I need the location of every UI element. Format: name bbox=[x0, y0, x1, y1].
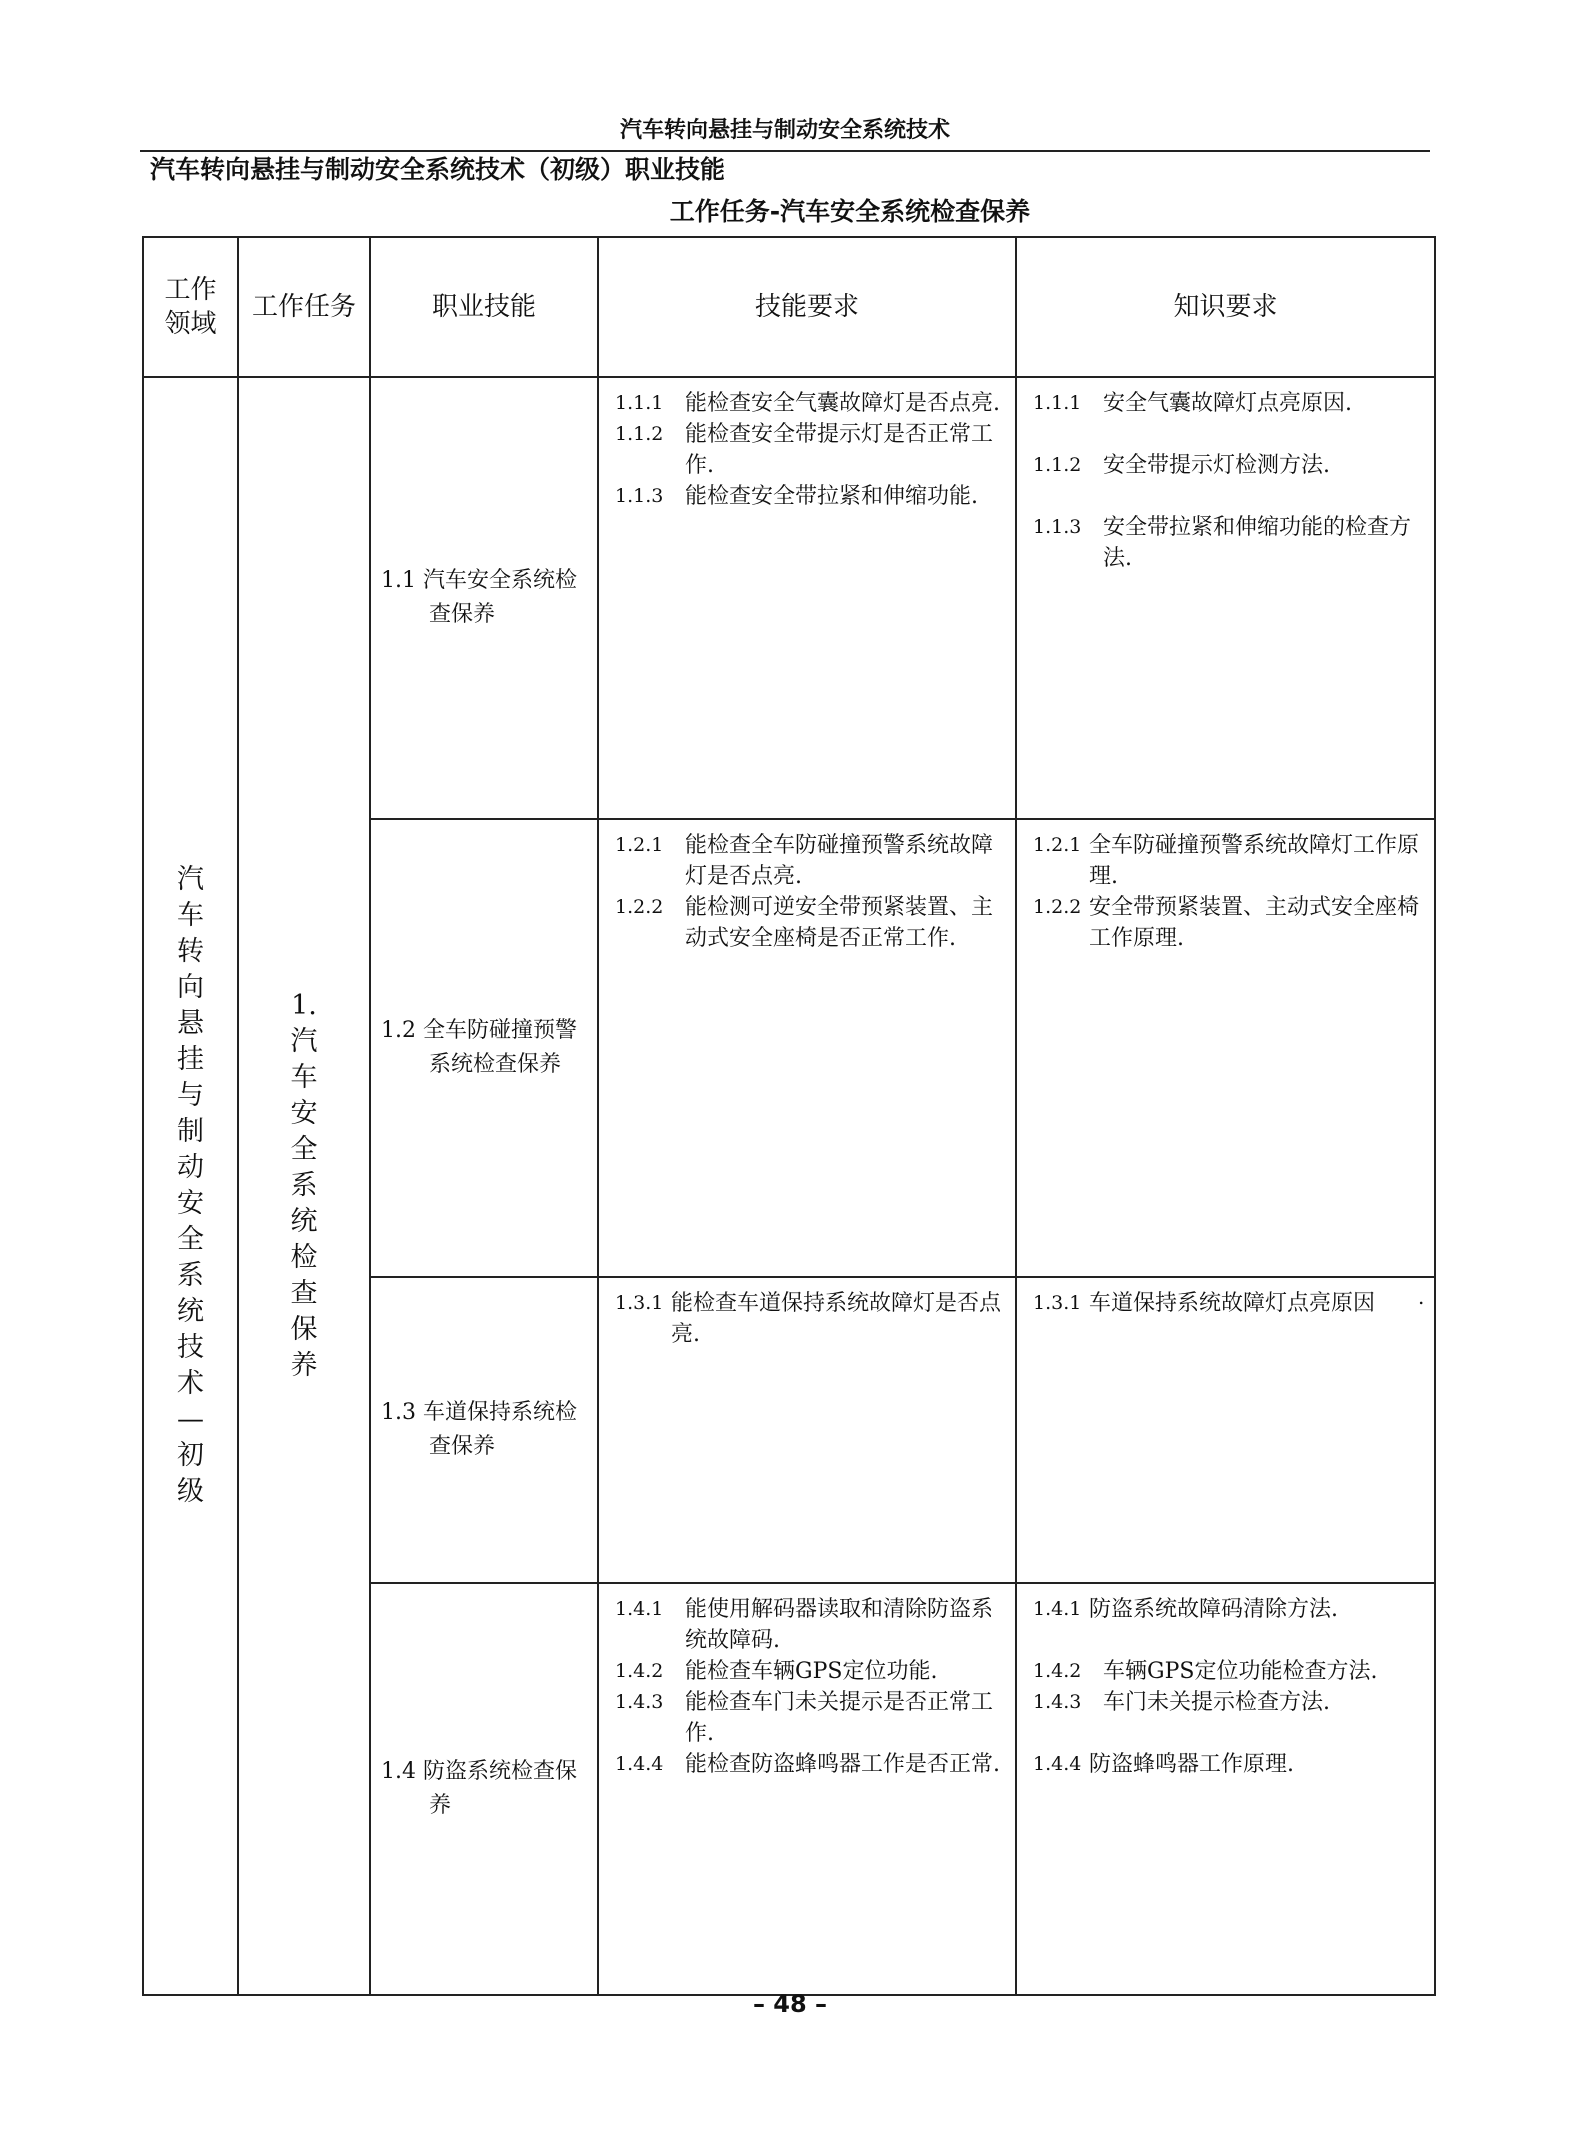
requirements-cell bbox=[598, 377, 1016, 819]
column-header-domain: 工作领域 bbox=[143, 237, 238, 377]
skills-table bbox=[142, 236, 1436, 1996]
skill-text: 1.2 全车防碰撞预警系统检查保养 bbox=[381, 1018, 577, 1077]
skill-text: 1.4 防盗系统检查保养 bbox=[381, 1759, 577, 1818]
list-item: 1.4.3 能检查车门未关提示是否正常工作. bbox=[615, 1690, 994, 1746]
domain-cell bbox=[143, 377, 238, 1995]
list-item: 1.4.4 能检查防盗蜂鸣器工作是否正常. bbox=[615, 1752, 1000, 1777]
requirements-cell bbox=[598, 1583, 1016, 1995]
list-item: 1.1.3 能检查安全带拉紧和伸缩功能. bbox=[615, 484, 978, 509]
list-item: 1.2.1 全车防碰撞预警系统故障灯工作原理. bbox=[1033, 833, 1420, 889]
skill-text: 1.1 汽车安全系统检查保养 bbox=[381, 568, 577, 627]
column-header-requirements: 技能要求 bbox=[598, 237, 1016, 377]
list-item: 1.2.1 能检查全车防碰撞预警系统故障灯是否点亮. bbox=[615, 833, 994, 889]
skill-text: 1.3 车道保持系统检查保养 bbox=[381, 1400, 577, 1459]
list-item: 1.1.2 安全带提示灯检测方法. bbox=[1033, 453, 1330, 478]
list-item: 1.3.1 能检查车道保持系统故障灯是否点亮. bbox=[615, 1291, 1002, 1347]
list-item: 1.2.2 能检测可逆安全带预紧装置、主动式安全座椅是否正常工作. bbox=[615, 895, 994, 951]
list-item: 1.1.1 能检查安全气囊故障灯是否点亮. bbox=[615, 391, 1000, 416]
skill-cell bbox=[370, 1277, 598, 1583]
document-title: 汽车转向悬挂与制动安全系统技术（初级）职业技能 bbox=[150, 155, 726, 184]
domain-text: 汽车转向悬挂与制动安全系统技术—初级 bbox=[177, 864, 204, 1507]
task-cell bbox=[238, 377, 370, 1995]
column-header-skill: 职业技能 bbox=[370, 237, 598, 377]
task-text: 汽车安全系统检查保养 bbox=[290, 1026, 318, 1381]
task-number: 1. bbox=[291, 990, 317, 1021]
column-header-knowledge: 知识要求 bbox=[1016, 237, 1435, 377]
list-item: 1.2.2 安全带预紧装置、主动式安全座椅工作原理. bbox=[1033, 895, 1420, 951]
skill-cell bbox=[370, 1583, 598, 1995]
stray-mark: . bbox=[1418, 1285, 1425, 1309]
requirements-cell bbox=[598, 1277, 1016, 1583]
column-header-task: 工作任务 bbox=[238, 237, 370, 377]
skill-cell bbox=[370, 377, 598, 819]
requirements-cell bbox=[598, 819, 1016, 1277]
list-item: 1.1.2 能检查安全带提示灯是否正常工作. bbox=[615, 422, 994, 478]
knowledge-cell bbox=[1016, 1583, 1435, 1995]
knowledge-cell bbox=[1016, 1277, 1435, 1583]
list-item: 1.4.1 防盗系统故障码清除方法. bbox=[1033, 1597, 1338, 1622]
list-item: 1.1.1 安全气囊故障灯点亮原因. bbox=[1033, 391, 1352, 416]
document-subtitle: 工作任务-汽车安全系统检查保养 bbox=[669, 197, 1031, 226]
knowledge-cell bbox=[1016, 377, 1435, 819]
running-header: 汽车转向悬挂与制动安全系统技术 bbox=[140, 116, 1430, 152]
list-item: 1.4.4 防盗蜂鸣器工作原理. bbox=[1033, 1752, 1294, 1777]
list-item: 1.4.3 车门未关提示检查方法. bbox=[1033, 1690, 1330, 1715]
skill-cell bbox=[370, 819, 598, 1277]
knowledge-cell bbox=[1016, 819, 1435, 1277]
list-item: 1.3.1 车道保持系统故障灯点亮原因 bbox=[1033, 1291, 1376, 1316]
list-item: 1.4.2 能检查车辆GPS定位功能. bbox=[615, 1659, 938, 1684]
table-header-row bbox=[143, 237, 1435, 377]
table-row bbox=[143, 377, 1435, 819]
list-item: 1.4.2 车辆GPS定位功能检查方法. bbox=[1033, 1659, 1378, 1684]
list-item: 1.1.3 安全带拉紧和伸缩功能的检查方法. bbox=[1033, 515, 1412, 571]
page-number: – 48 – bbox=[752, 1990, 828, 2018]
list-item: 1.4.1 能使用解码器读取和清除防盗系统故障码. bbox=[615, 1597, 994, 1653]
